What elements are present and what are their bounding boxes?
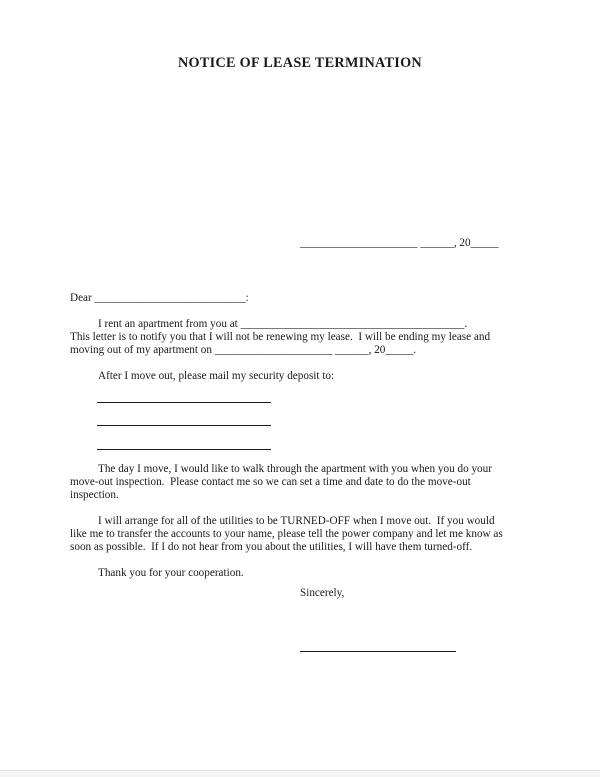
paragraph-3-line-3: inspection. (70, 489, 119, 501)
address-line-1 (97, 402, 271, 403)
paragraph-4-line-1: I will arrange for all of the utilities to be TURNED-OFF when I move out. If you would (98, 515, 495, 527)
thanks-line: Thank you for your cooperation. (98, 567, 244, 579)
paragraph-2: After I move out, please mail my security deposit to: (98, 370, 335, 382)
paragraph-4-line-2: like me to transfer the accounts to your name, please tell the power company and let me know as (70, 528, 503, 540)
date-line: _____________________ ______, 20_____ (300, 237, 499, 249)
signature-line (300, 651, 456, 652)
paragraph-1-line-3: moving out of my apartment on _____________________ ______, 20_____. (70, 344, 417, 356)
address-line-2 (97, 425, 271, 426)
document-title: NOTICE OF LEASE TERMINATION (178, 55, 422, 71)
paragraph-4-line-3: soon as possible. If I do not hear from you about the utilities, I will have them turned-off. (70, 541, 473, 553)
paragraph-1-line-1: I rent an apartment from you at ________________________________________. (98, 318, 468, 330)
closing: Sincerely, (300, 587, 345, 599)
address-line-3 (97, 449, 271, 450)
salutation: Dear ___________________________: (70, 292, 249, 304)
paragraph-3-line-1: The day I move, I would like to walk through the apartment with you when you do your (98, 463, 492, 475)
paragraph-3-line-2: move-out inspection. Please contact me so we can set a time and date to do the move-out (70, 476, 471, 488)
paragraph-1-line-2: This letter is to notify you that I will not be renewing my lease. I will be ending my lease and (70, 331, 491, 343)
